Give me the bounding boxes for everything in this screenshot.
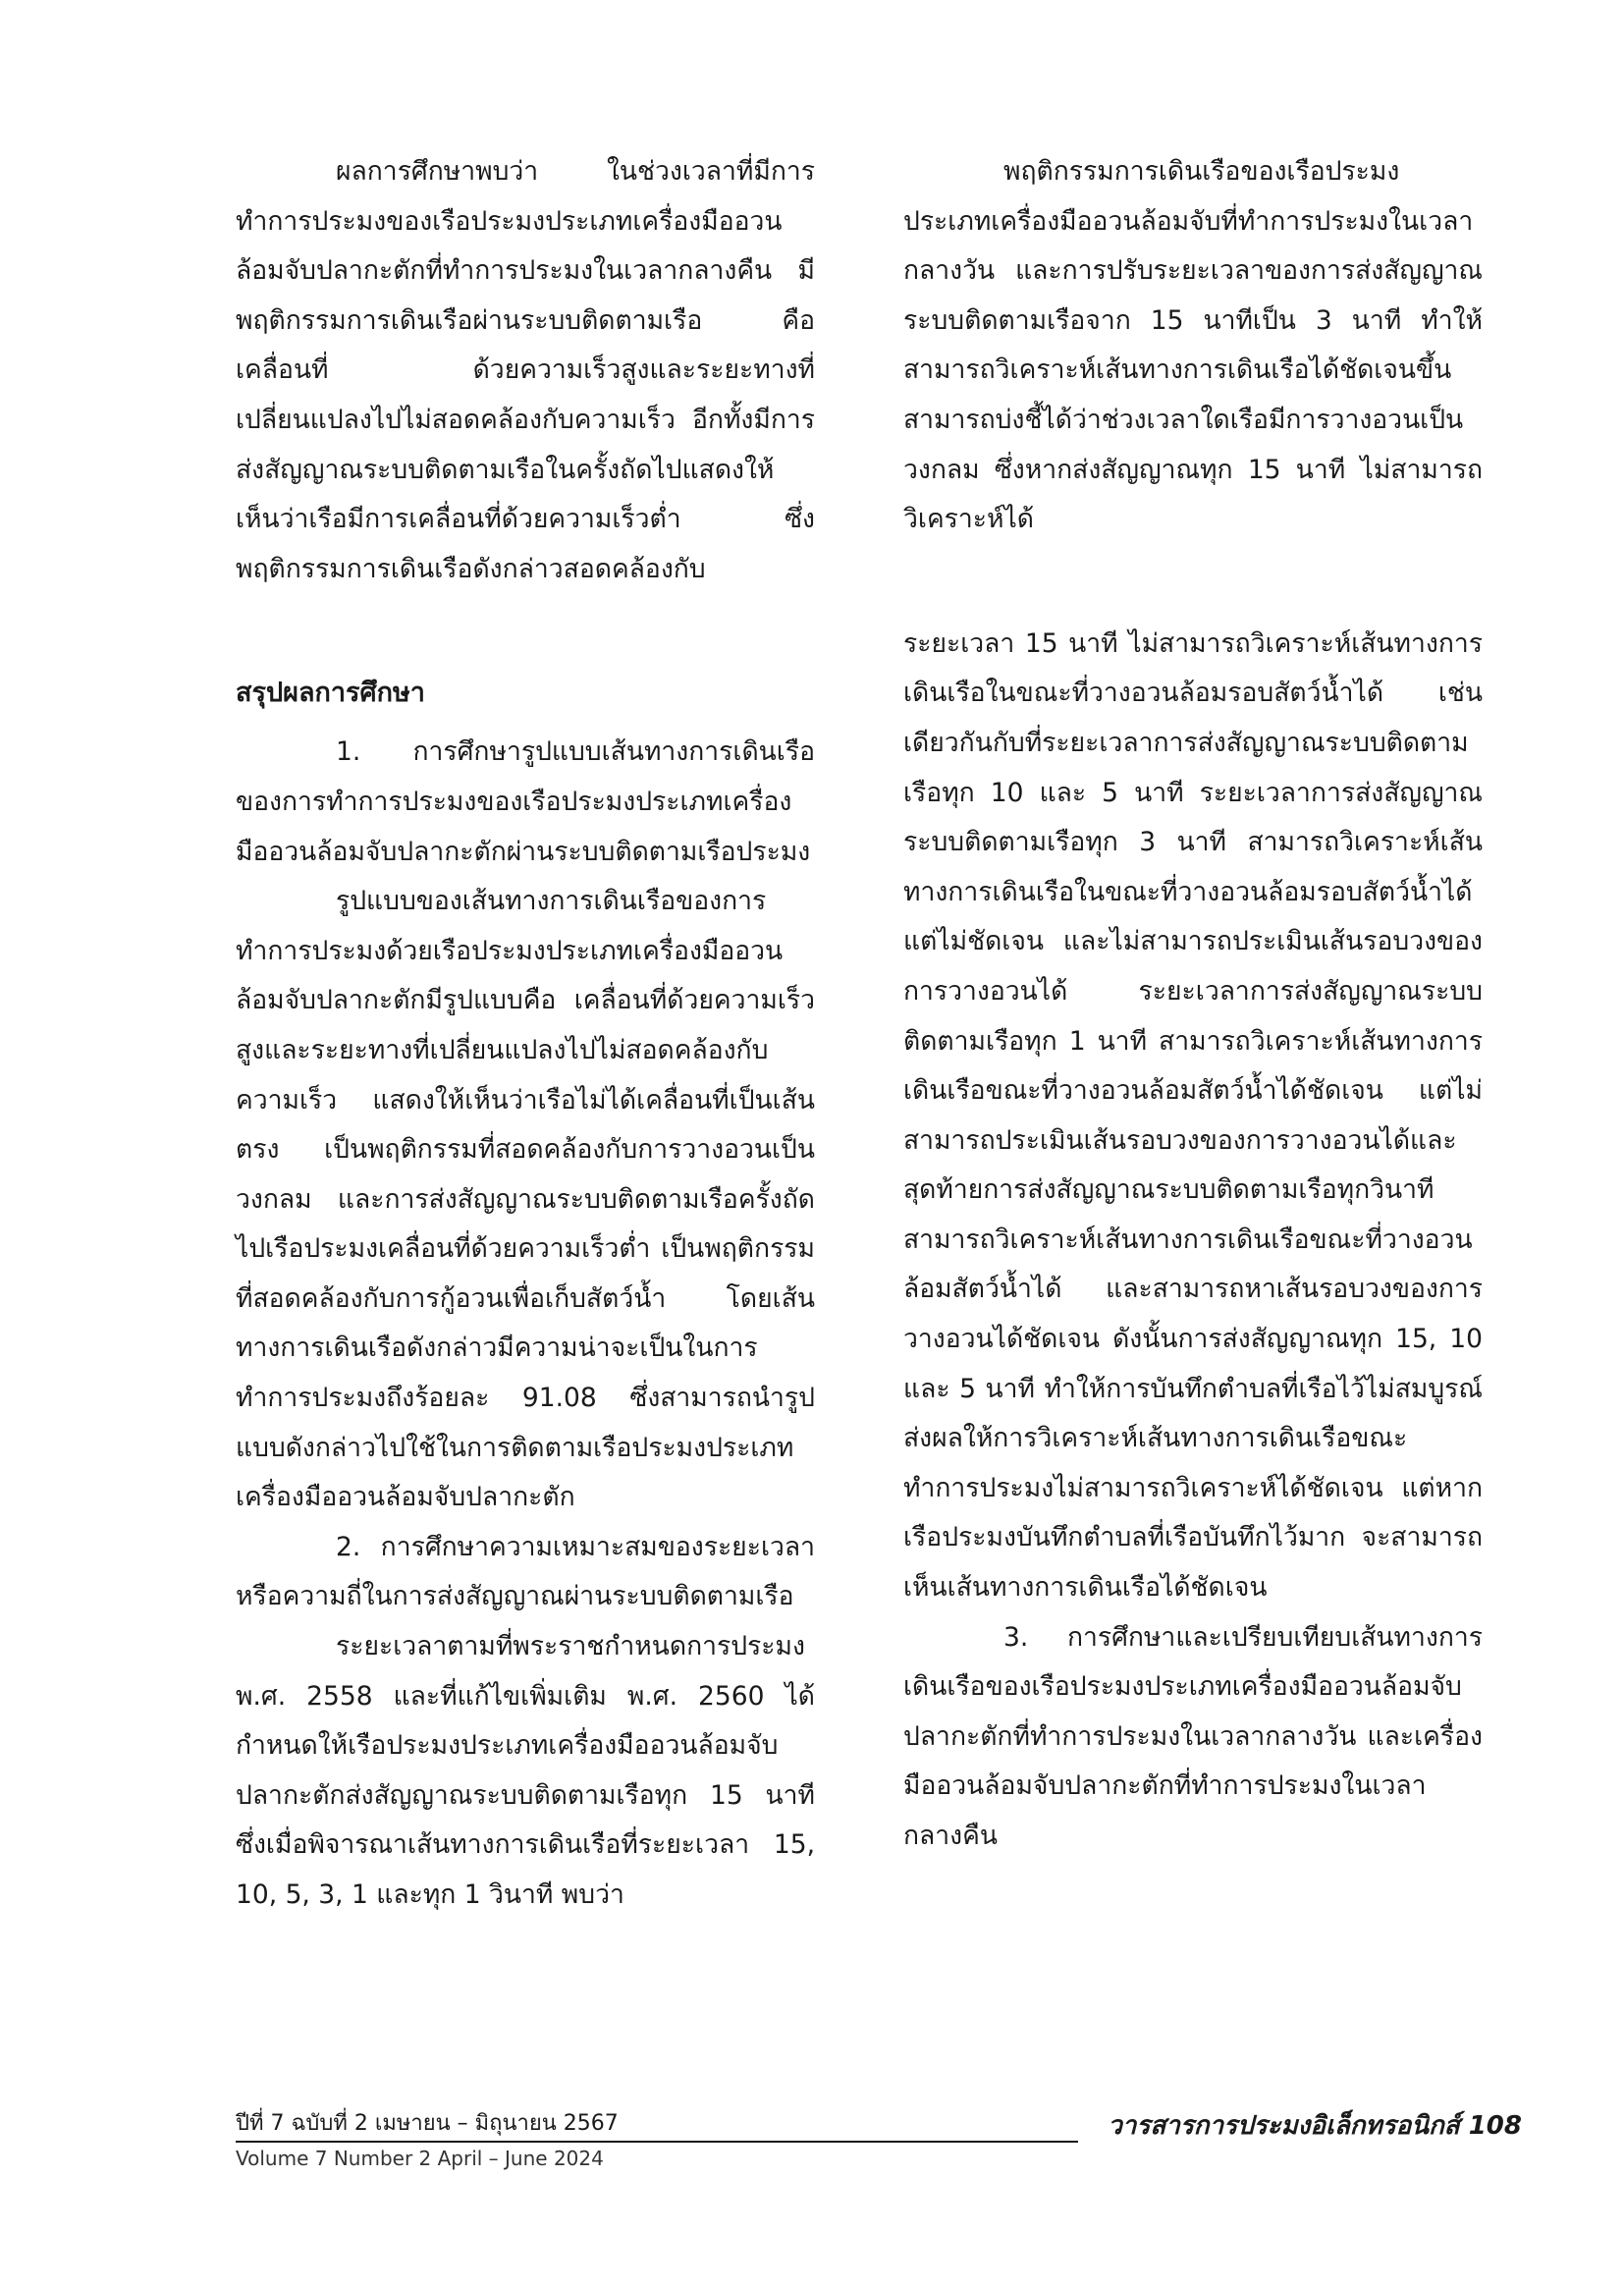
footer-rule xyxy=(236,2141,1078,2143)
section-heading: สรุปผลการศึกษา xyxy=(236,678,425,709)
item1-body: รูปแบบของเส้นทางการเดินเรือของการทำการประมงด้วยเรือประมงประเภทเครื่องมืออวนล้อมจับปลากะตักมีรูปแบบคือ เคลื่อนที่ด้วยความเร็วสูงและระยะทางที่เปลี่ยนแปลงไปไม่สอดคล้องกับความเร็ว แสดงให้เห็นว่าเรือไม่ได้เคลื่อนที่เป็นเส้นตรง เป็นพฤติกรรมที่สอดคล้องกับการวางอวนเป็นวงกลม และการส่งสัญญาณระบบติดตามเรือครั้งถัดไปเรือประมงเคลื่อนที่ด้วยความเร็วต่ำ เป็นพฤติกรรมที่สอดคล้องกับการกู้อวนเพื่อเก็บสัตว์น้ำ โดยเส้นทางการเดินเรือดังกล่าวมีความน่าจะเป็นในการทำการประมงถึงร้อยละ 91.08 ซึ่งสามารถนำรูปแบบดังกล่าวไปใช้ในการติดตามเรือประมงประเภทเครื่องมืออวนล้อมจับปลากะตัก xyxy=(236,886,815,1513)
item2-title: 2. การศึกษาความเหมาะสมของระยะเวลาหรือความถี่ในการส่งสัญญาณผ่านระบบติดตามเรือ xyxy=(236,1531,815,1612)
right-column xyxy=(903,147,1483,1862)
journal-title-with-page xyxy=(1108,2109,1522,2143)
item2-continuation-block xyxy=(903,620,1483,1862)
left-column xyxy=(236,147,815,1921)
journal-name: วารสารการประมงอิเล็กทรอนิกส์ xyxy=(1108,2111,1460,2141)
intro-paragraph: ผลการศึกษาพบว่า ในช่วงเวลาที่มีการทำการประมงของเรือประมงประเภทเครื่องมืออวนล้อมจับปลากะตักที่ทำการประมงในเวลากลางคืน มีพฤติกรรมการเดินเรือผ่านระบบติดตามเรือ คือ เคลื่อนที่ ด้วยความเร็วสูงและระยะทางที่เปลี่ยนแปลงไปไม่สอดคล้องกับความเร็ว อีกทั้งมีการส่งสัญญาณระบบติดตามเรือในครั้งถัดไปแสดงให้เห็นว่าเรือมีการเคลื่อนที่ด้วยความเร็วต่ำ ซึ่งพฤติกรรมการเดินเรือดังกล่าวสอดคล้องกับ xyxy=(236,156,815,584)
issue-thai: ปีที่ 7 ฉบับที่ 2 เมษายน – มิถุนายน 2567 xyxy=(236,2111,619,2136)
page-footer xyxy=(236,2109,1522,2188)
item1-title: 1. การศึกษารูปแบบเส้นทางการเดินเรือของการทำการประมงของเรือประมงประเภทเครื่องมืออวนล้อมจับปลากะตักผ่านระบบติดตามเรือประมง xyxy=(236,736,815,867)
item3-title: 3. การศึกษาและเปรียบเทียบเส้นทางการเดินเรือของเรือประมงประเภทเครื่องมืออวนล้อมจับปลากะตักที่ทำการประมงในเวลากลางวัน และเครื่องมืออวนล้อมจับปลากะตักที่ทำการประมงในเวลากลางคืน xyxy=(903,1621,1483,1851)
issue-english: Volume 7 Number 2 April – June 2024 xyxy=(236,2147,604,2170)
page-number: 108 xyxy=(1468,2111,1522,2141)
item2-body: ระยะเวลาตามที่พระราชกำหนดการประมง พ.ศ. 2558 และที่แก้ไขเพิ่มเติม พ.ศ. 2560 ได้กำหนดให้เรือประมงประเภทเครื่องมืออวนล้อมจับปลากะตักส่งสัญญาณระบบติดตามเรือทุก 15 นาที ซึ่งเมื่อพิจารณาเส้นทางการเดินเรือที่ระยะเวลา 15, 10, 5, 3, 1 และทุก 1 วินาที พบว่า xyxy=(236,1631,815,1910)
item2-continuation: ระยะเวลา 15 นาที ไม่สามารถวิเคราะห์เส้นทางการเดินเรือในขณะที่วางอวนล้อมรอบสัตว์น้ำได้ เช่นเดียวกันกับที่ระยะเวลาการส่งสัญญาณระบบติดตามเรือทุก 10 และ 5 นาที ระยะเวลาการส่งสัญญาณระบบติดตามเรือทุก 3 นาที สามารถวิเคราะห์เส้นทางการเดินเรือในขณะที่วางอวนล้อมรอบสัตว์น้ำได้แต่ไม่ชัดเจน และไม่สามารถประเมินเส้นรอบวงของการวางอวนได้ ระยะเวลาการส่งสัญญาณระบบติดตามเรือทุก 1 นาที สามารถวิเคราะห์เส้นทางการเดินเรือขณะที่วางอวนล้อมสัตว์น้ำได้ชัดเจน แต่ไม่สามารถประเมินเส้นรอบวงของการวางอวนได้และสุดท้ายการส่งสัญญาณระบบติดตามเรือทุกวินาทีสามารถวิเคราะห์เส้นทางการเดินเรือขณะที่วางอวนล้อมสัตว์น้ำได้ และสามารถหาเส้นรอบวงของการวางอวนได้ชัดเจน ดังนั้นการส่งสัญญาณทุก 15, 10 และ 5 นาที ทำให้การบันทึกตำบลที่เรือไว้ไม่สมบูรณ์ ส่งผลให้การวิเคราะห์เส้นทางการเดินเรือขณะทำการประมงไม่สามารถวิเคราะห์ได้ชัดเจน แต่หากเรือประมงบันทึกตำบลที่เรือบันทึกไว้มาก จะสามารถเห็นเส้นทางการเดินเรือได้ชัดเจน xyxy=(903,627,1483,1604)
continuation-paragraph: พฤติกรรมการเดินเรือของเรือประมงประเภทเครื่องมืออวนล้อมจับที่ทำการประมงในเวลากลางวัน และการปรับระยะเวลาของการส่งสัญญาณระบบติดตามเรือจาก 15 นาทีเป็น 3 นาที ทำให้สามารถวิเคราะห์เส้นทางการเดินเรือได้ชัดเจนขึ้น สามารถบ่งชี้ได้ว่าช่วงเวลาใดเรือมีการวางอวนเป็นวงกลม ซึ่งหากส่งสัญญาณทุก 15 นาที ไม่สามารถวิเคราะห์ได้ xyxy=(903,156,1483,535)
